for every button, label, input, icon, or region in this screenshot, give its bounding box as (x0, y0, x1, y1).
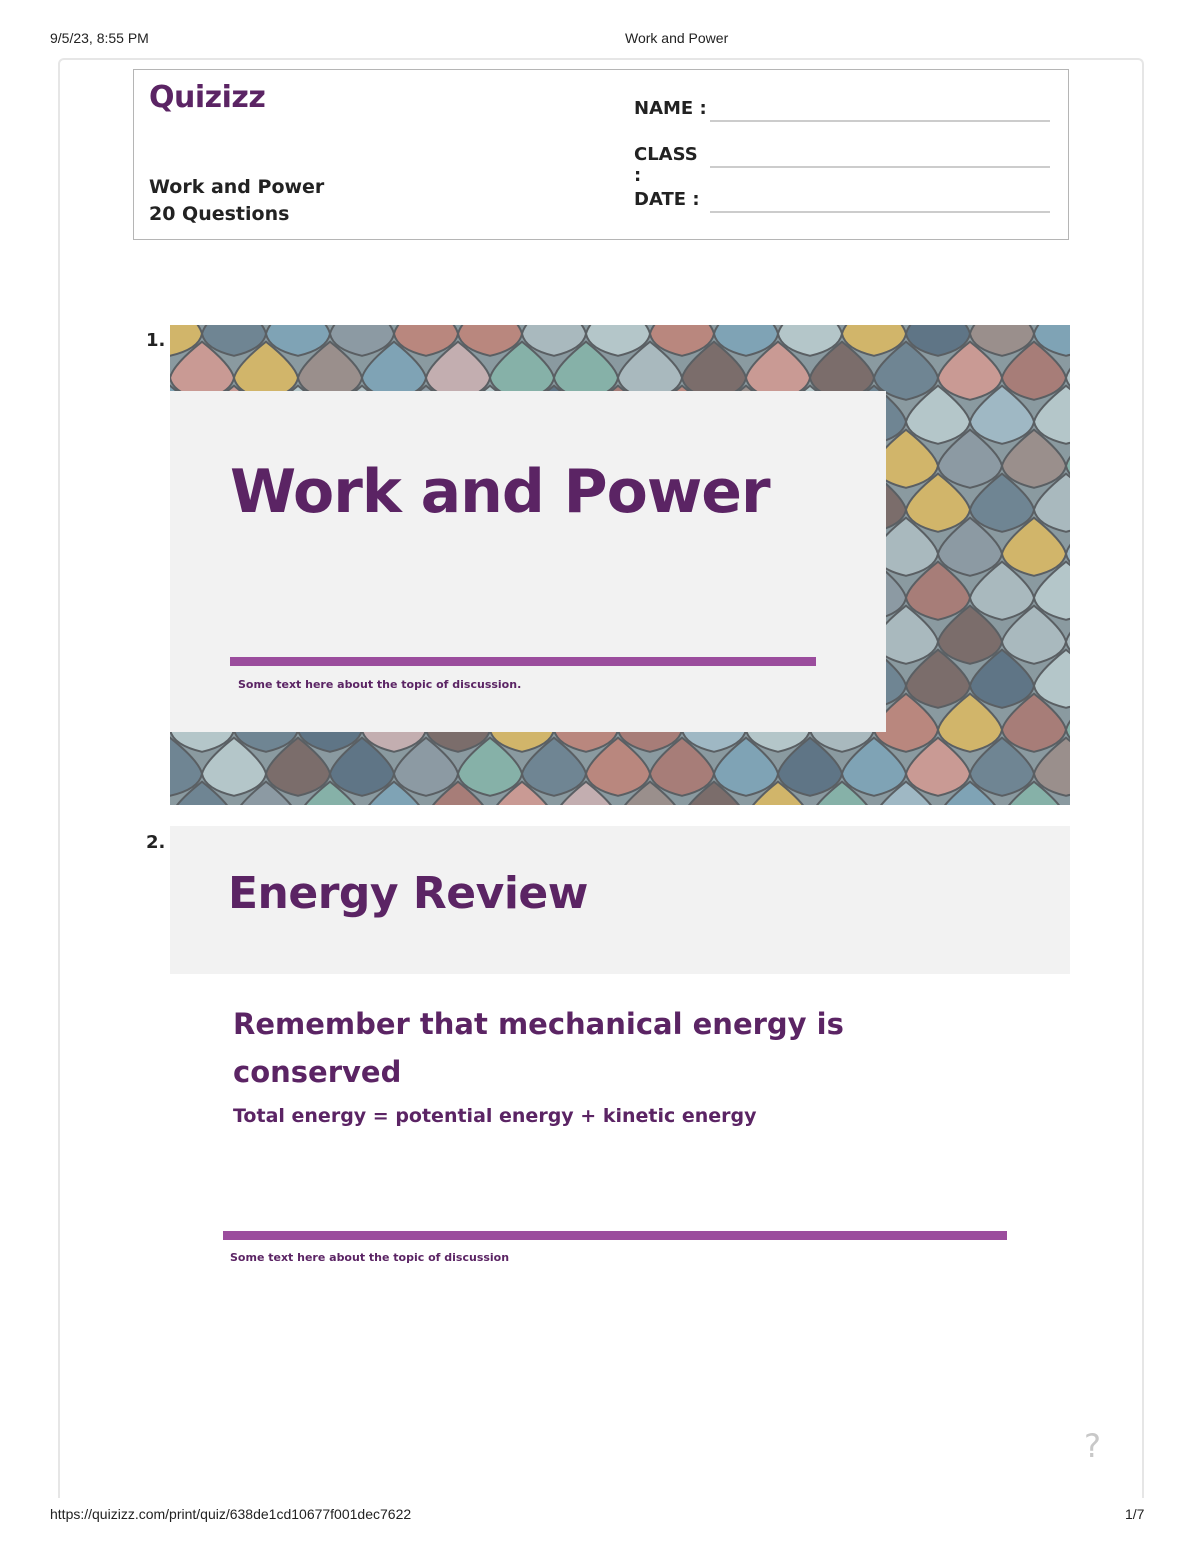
quiz-title-block (149, 174, 324, 228)
date-label: DATE : (634, 189, 700, 210)
quizizz-logo: Quizizz (149, 80, 266, 115)
question-2-body (233, 1000, 873, 1130)
question-2-header (170, 826, 1070, 974)
date-line (710, 211, 1050, 213)
name-line (710, 120, 1050, 122)
question-count: 20 Questions (149, 203, 290, 225)
quiz-title: Work and Power (149, 176, 325, 198)
title-underline (230, 657, 816, 666)
name-label: NAME : (634, 98, 707, 119)
slide-title: Work and Power (230, 457, 770, 527)
energy-review-subtext: Some text here about the topic of discussion (230, 1251, 510, 1264)
page-number: 1/7 (1125, 1506, 1145, 1522)
quiz-header-box (133, 69, 1069, 240)
question-1-slide (170, 325, 1070, 805)
date-field (634, 189, 710, 210)
class-label: CLASS : (634, 144, 698, 186)
question-number-1: 1. (146, 330, 166, 351)
print-datetime: 9/5/23, 8:55 PM (50, 30, 149, 46)
print-header (0, 30, 1200, 50)
name-field (634, 98, 710, 119)
slide-subtext: Some text here about the topic of discussion. (238, 678, 522, 691)
print-footer (0, 1506, 1200, 1526)
print-page-title: Work and Power (625, 30, 729, 46)
energy-review-title: Energy Review (228, 868, 588, 919)
help-icon[interactable]: ? (1084, 1427, 1101, 1465)
mechanical-energy-note: Remember that mechanical energy is conserved (233, 1007, 844, 1089)
question-number-2: 2. (146, 832, 166, 853)
energy-review-underline (223, 1231, 1007, 1240)
class-field (634, 144, 710, 186)
title-card (170, 391, 886, 732)
class-line (710, 166, 1050, 168)
print-url: https://quizizz.com/print/quiz/638de1cd10677f001dec7622 (50, 1506, 412, 1522)
total-energy-formula: Total energy = potential energy + kinetic energy (233, 1105, 757, 1127)
